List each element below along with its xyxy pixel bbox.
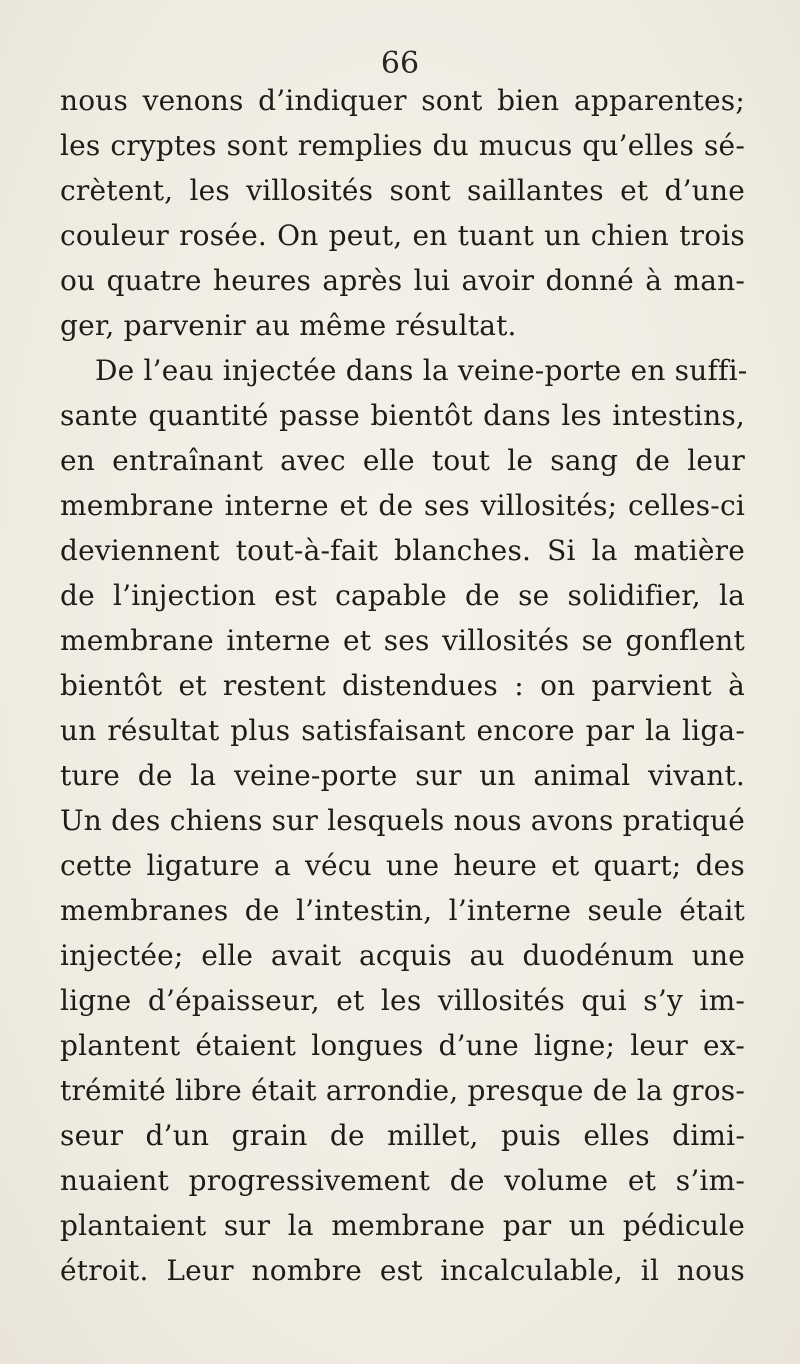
text-line: nuaient progressivement de volume et s’im- xyxy=(60,1164,745,1197)
text-line: injectée; elle avait acquis au duodénum une xyxy=(60,939,745,972)
text-line: membranes de l’intestin, l’interne seule était xyxy=(60,894,745,927)
text-line: membrane interne et de ses villosités; celles-ci xyxy=(60,489,745,522)
text-line: un résultat plus satisfaisant encore par la liga- xyxy=(60,714,745,747)
text-line: cette ligature a vécu une heure et quart; des xyxy=(60,849,745,882)
text-line: deviennent tout-à-fait blanches. Si la matière xyxy=(60,534,745,567)
text-line: ture de la veine-porte sur un animal vivant. xyxy=(60,759,745,792)
text-line: trémité libre était arrondie, presque de la gros- xyxy=(60,1074,745,1107)
text-line: ou quatre heures après lui avoir donné à man- xyxy=(60,264,745,297)
text-line: ger, parvenir au même résultat. xyxy=(60,309,517,342)
text-line: Un des chiens sur lesquels nous avons pratiqué xyxy=(60,804,745,837)
text-line: bientôt et restent distendues : on parvient à xyxy=(60,669,745,702)
text-line: nous venons d’indiquer sont bien apparentes; xyxy=(60,84,745,117)
text-line: plantent étaient longues d’une ligne; leur ex- xyxy=(60,1029,745,1062)
page-number: 66 xyxy=(380,46,420,81)
text-line: ligne d’épaisseur, et les villosités qui s’y im- xyxy=(60,984,745,1017)
text-line: couleur rosée. On peut, en tuant un chien trois xyxy=(60,219,745,252)
text-line: étroit. Leur nombre est incalculable, il nous xyxy=(60,1254,745,1287)
text-line: sante quantité passe bientôt dans les intestins, xyxy=(60,399,745,432)
text-line: De l’eau injectée dans la veine-porte en suffi- xyxy=(95,354,748,387)
text-line: plantaient sur la membrane par un pédicule xyxy=(60,1209,745,1242)
text-line: crètent, les villosités sont saillantes et d’une xyxy=(60,174,745,207)
text-line: membrane interne et ses villosités se gonflent xyxy=(60,624,745,657)
text-line: les cryptes sont remplies du mucus qu’elles sé- xyxy=(60,129,745,162)
text-line: en entraînant avec elle tout le sang de leur xyxy=(60,444,745,477)
text-line: seur d’un grain de millet, puis elles dimi- xyxy=(60,1119,745,1152)
text-line: de l’injection est capable de se solidifier, la xyxy=(60,579,745,612)
